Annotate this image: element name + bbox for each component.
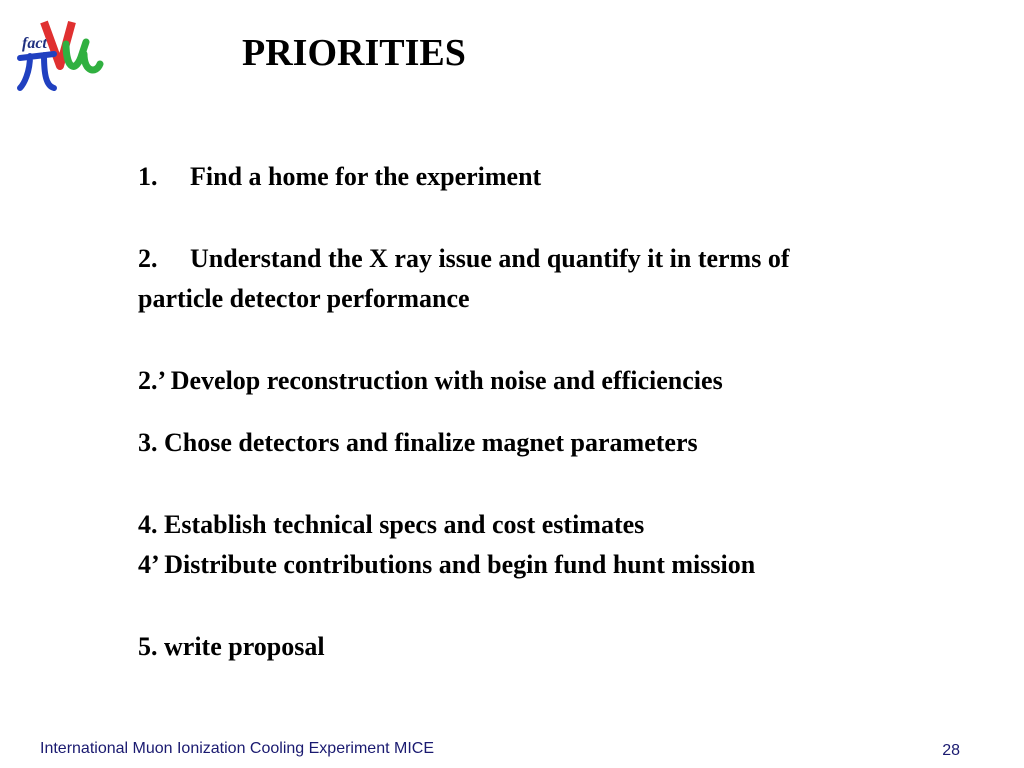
priority-text-2: Understand the X ray issue and quantify it in terms of — [190, 244, 790, 273]
priority-item-4: 4. Establish technical specs and cost estimates — [138, 510, 645, 539]
priority-number-1: 1. — [138, 162, 158, 191]
logo-text: fact — [22, 35, 47, 52]
priority-item-1 — [138, 157, 1008, 197]
priority-item-4b: 4’ Distribute contributions and begin fund hunt mission — [138, 550, 756, 579]
priority-item-3: 3. Chose detectors and finalize magnet parameters — [138, 428, 698, 457]
priority-item-2-continuation: particle detector performance — [138, 284, 470, 313]
priority-item-2b: 2.’ Develop reconstruction with noise and efficiencies — [138, 366, 723, 395]
page-title: PRIORITIES — [242, 32, 466, 74]
page-number: 28 — [942, 742, 960, 759]
priority-number-2: 2. — [138, 244, 158, 273]
priority-text-1: Find a home for the experiment — [190, 162, 542, 191]
footer-title: International Muon Ionization Cooling Experiment MICE — [40, 740, 434, 757]
nufact-logo — [14, 14, 104, 94]
priority-item-2 — [138, 239, 1008, 279]
priority-item-5: 5. write proposal — [138, 632, 325, 661]
priority-list — [138, 157, 1008, 667]
